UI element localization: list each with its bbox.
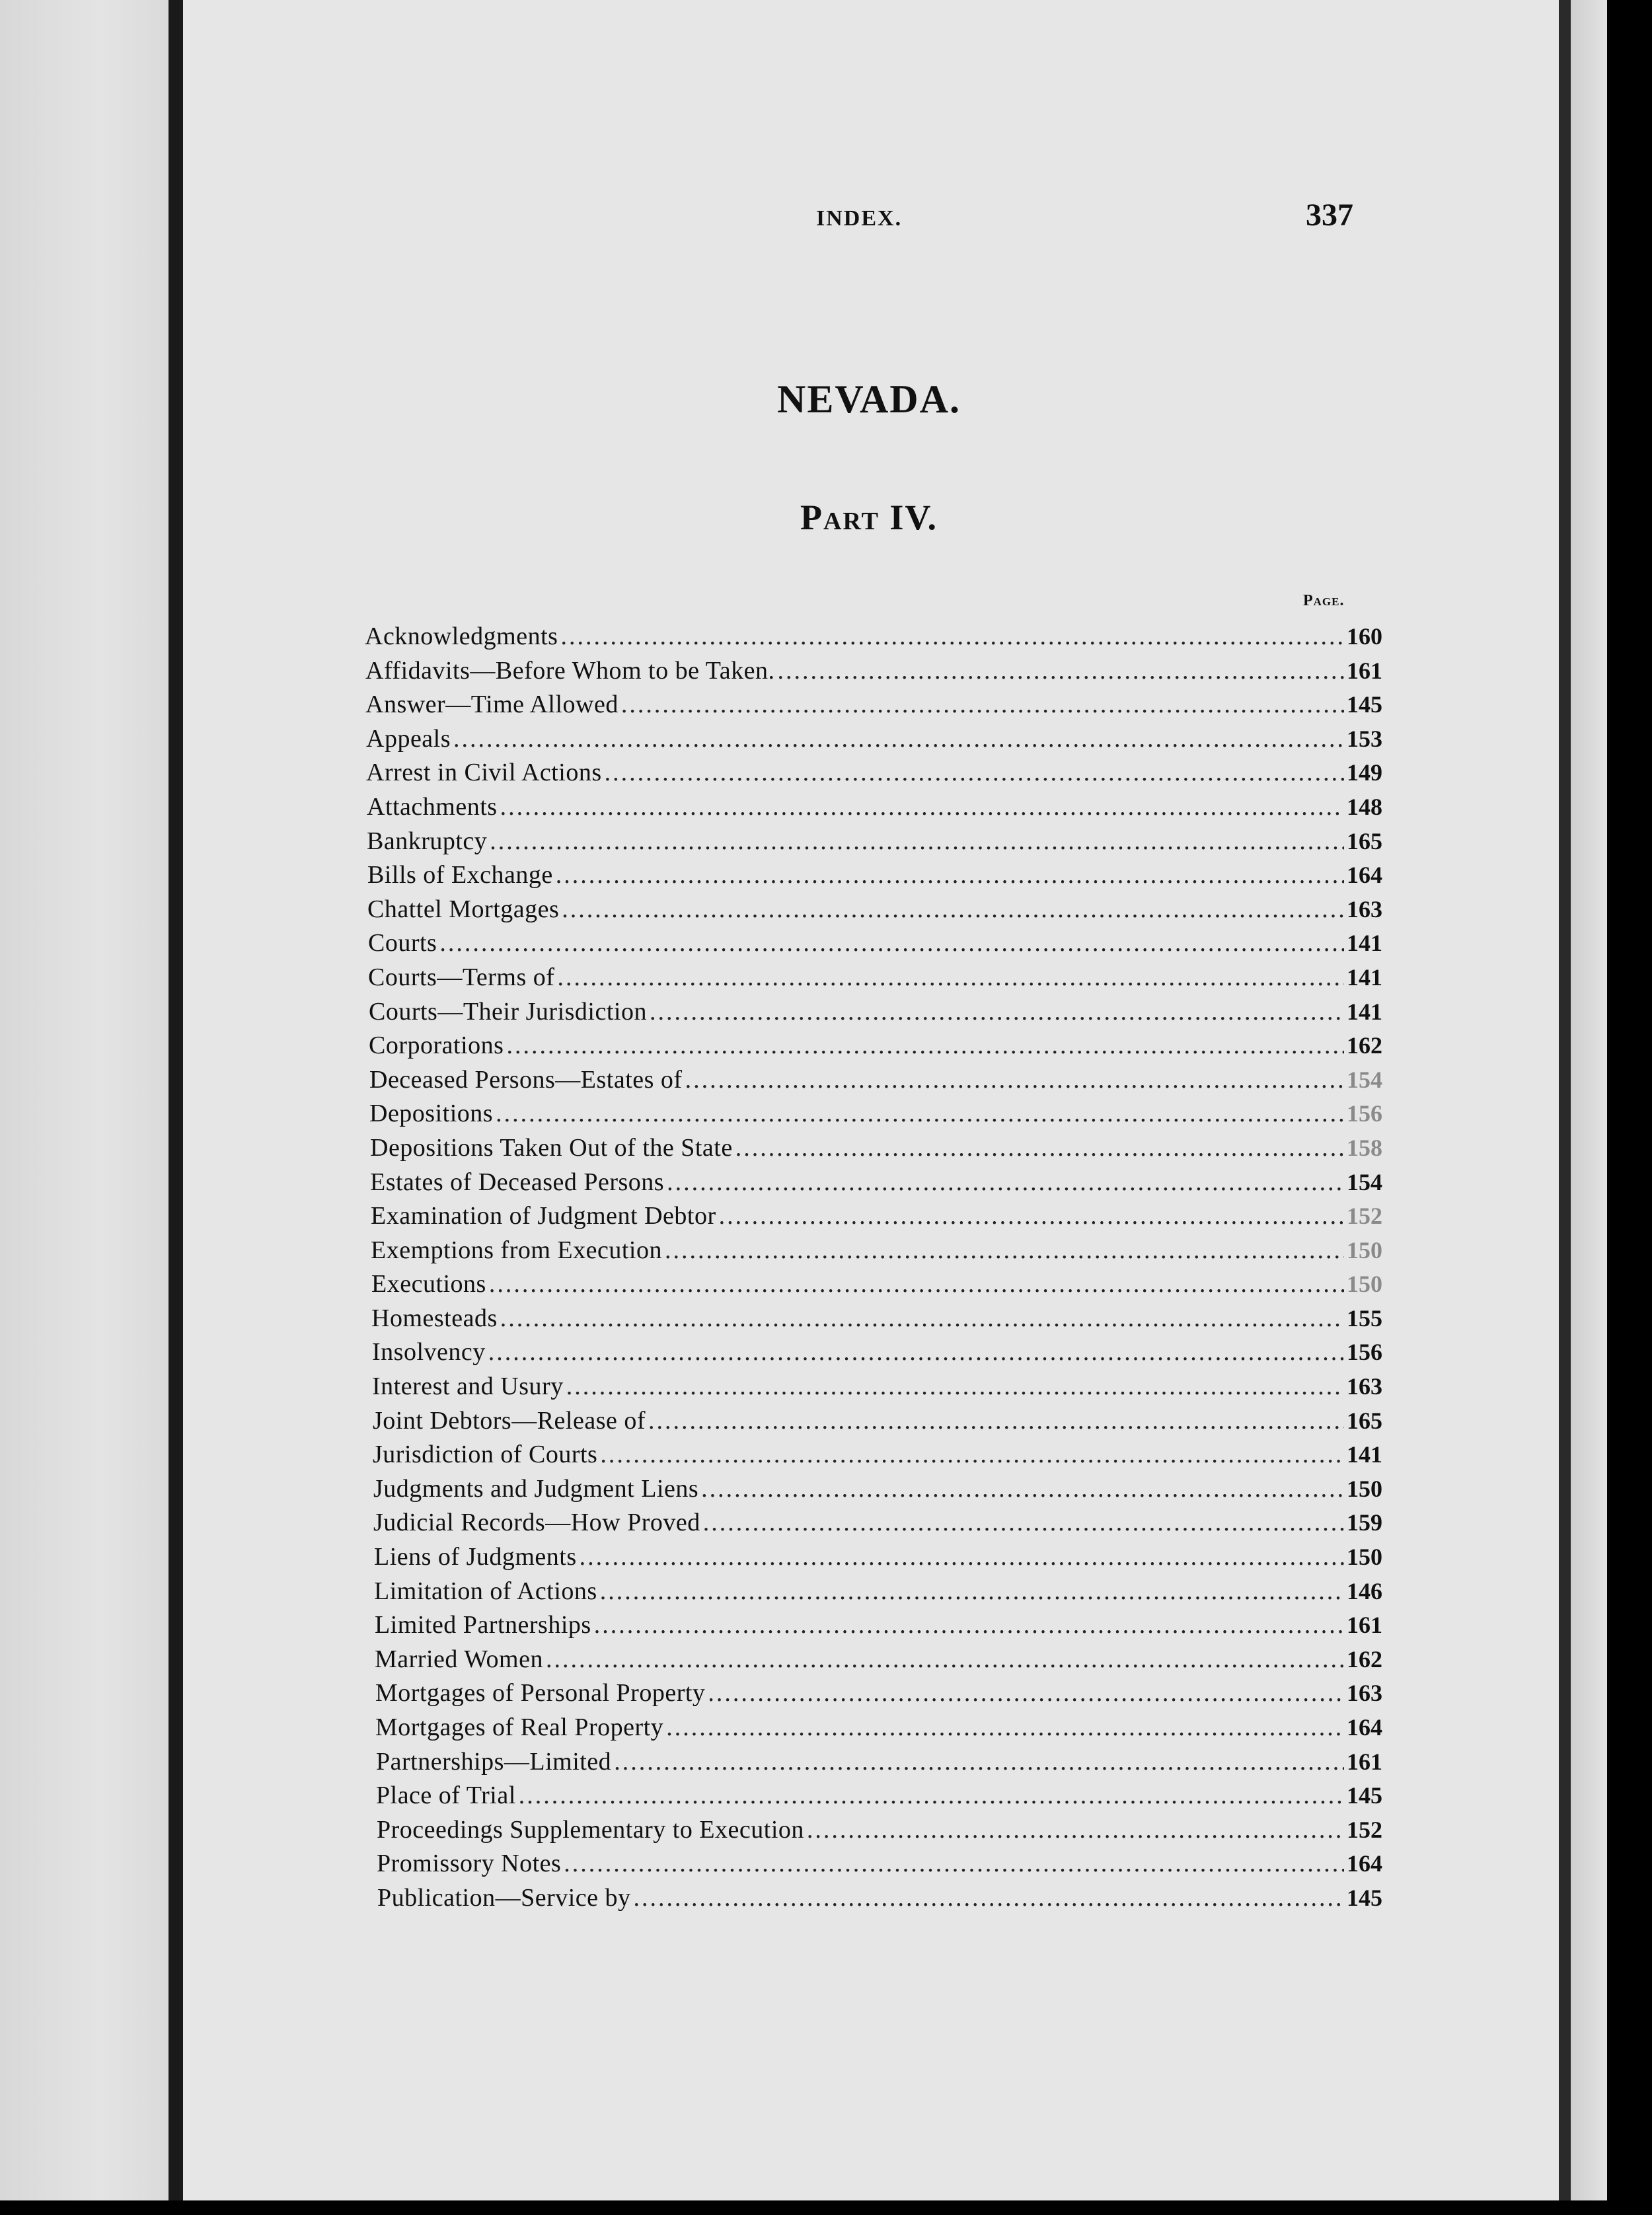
entry-page-number: 150 [1347,1236,1382,1263]
dot-leader [665,1234,1344,1268]
page-edge-strip [1571,0,1607,2200]
index-entry [365,1166,1382,1200]
entry-title: Attachments [367,792,498,821]
entry-page-number: 162 [1347,1645,1382,1672]
entry-title: Mortgages of Personal Property [375,1679,706,1708]
index-entry [365,1335,1382,1370]
dot-leader [506,1029,1344,1063]
entry-title: Mortgages of Real Property [375,1713,664,1741]
index-entry [365,1063,1382,1098]
entry-title: Place of Trial [376,1782,516,1810]
index-entry [365,995,1382,1030]
dot-leader [560,620,1344,654]
index-entry [365,1234,1382,1268]
dot-leader [546,1643,1344,1677]
index-entry [365,1608,1382,1643]
index-entry [365,825,1382,859]
dot-leader [701,1472,1344,1507]
dot-leader [500,1302,1344,1336]
index-entry [365,1881,1382,1916]
entry-title: Arrest in Civil Actions [366,759,602,787]
entry-page-number: 141 [1347,963,1382,991]
dot-leader [621,688,1344,722]
index-entry [365,1131,1382,1166]
index-entry [365,1575,1382,1609]
index-entry [365,1097,1382,1131]
dot-leader [594,1608,1344,1643]
entry-title: Affidavits—Before Whom to be Taken. [365,656,775,685]
index-entry [365,688,1382,722]
part-title: Part IV. [800,498,938,537]
dot-leader [557,961,1344,995]
dot-leader [488,1335,1344,1370]
entry-title: Limited Partnerships [375,1611,591,1639]
entry-title: Exemptions from Execution [371,1236,662,1264]
entry-title: Estates of Deceased Persons [370,1168,665,1196]
dot-leader [667,1166,1344,1200]
index-entry [365,1199,1382,1234]
entry-page-number: 149 [1347,759,1382,786]
entry-page-number: 164 [1347,1850,1382,1877]
entry-title: Courts [368,929,437,957]
entry-page-number: 156 [1347,1339,1382,1366]
entry-page-number: 160 [1347,623,1382,650]
entry-title: Partnerships—Limited [376,1747,612,1776]
dot-leader [489,1267,1344,1302]
scan-border-bottom [0,2200,1652,2215]
entry-page-number: 146 [1347,1577,1382,1604]
dot-leader [650,995,1344,1030]
entry-page-number: 152 [1347,1816,1382,1843]
index-entry [365,1506,1382,1540]
entry-page-number: 159 [1347,1509,1382,1536]
dot-leader [778,654,1344,689]
dot-leader [605,756,1344,790]
entry-title: Insolvency [372,1338,486,1367]
index-entry [365,1472,1382,1507]
entry-title: Deceased Persons—Estates of [369,1065,683,1094]
entry-page-number: 164 [1347,1714,1382,1741]
dot-leader [634,1881,1344,1916]
entry-page-number: 152 [1347,1203,1382,1230]
dot-leader [614,1745,1344,1780]
entry-title: Homesteads [371,1304,498,1332]
entry-page-number: 141 [1347,1441,1382,1468]
entry-title: Liens of Judgments [374,1543,577,1571]
entry-title: Courts—Terms of [368,963,555,991]
facing-page-margin [0,0,169,2215]
page-edge [1559,0,1571,2200]
index-entry [365,1370,1382,1404]
entry-page-number: 158 [1347,1134,1382,1161]
entry-title: Depositions [369,1100,494,1128]
entry-title: Proceedings Supplementary to Execution [377,1815,804,1844]
entry-page-number: 156 [1347,1100,1382,1127]
entry-page-number: 161 [1347,1612,1382,1639]
dot-leader [580,1540,1344,1575]
entry-title: Jurisdiction of Courts [373,1441,598,1469]
entry-page-number: 148 [1347,793,1382,820]
index-entry [365,722,1382,757]
dot-leader [500,790,1344,825]
entry-page-number: 150 [1347,1544,1382,1571]
entry-page-number: 155 [1347,1304,1382,1332]
index-entry [365,1029,1382,1063]
index-entry [365,1779,1382,1813]
scan-border-right [1607,0,1652,2215]
entry-page-number: 154 [1347,1168,1382,1195]
entry-page-number: 165 [1347,1407,1382,1434]
dot-leader [556,858,1344,893]
section-title: NEVADA. [777,377,961,421]
index-entry [365,790,1382,825]
entry-page-number: 163 [1347,1680,1382,1707]
index-entry [365,1847,1382,1881]
entry-title: Publication—Service by [377,1883,631,1912]
entry-title: Married Women [375,1645,543,1673]
entry-page-number: 141 [1347,998,1382,1025]
book-gutter [169,0,183,2215]
index-entry [365,858,1382,893]
index-entry [365,926,1382,961]
entry-title: Corporations [369,1032,504,1060]
index-entry [365,1404,1382,1439]
dot-leader [719,1199,1344,1234]
index-entry [365,893,1382,927]
entry-title: Appeals [366,724,451,753]
entry-title: Limitation of Actions [374,1577,597,1605]
index-list [365,620,1382,1916]
dot-leader [453,722,1344,757]
running-head: INDEX. [816,206,903,231]
entry-title: Bankruptcy [367,827,488,855]
dot-leader [562,893,1344,927]
entry-page-number: 163 [1347,1373,1382,1400]
index-entry [365,1643,1382,1677]
index-entry [365,1711,1382,1745]
dot-leader [807,1813,1344,1848]
entry-page-number: 162 [1347,1032,1382,1059]
entry-page-number: 161 [1347,1748,1382,1775]
entry-title: Acknowledgments [365,622,558,650]
index-entry [365,961,1382,995]
entry-title: Chattel Mortgages [367,895,560,923]
dot-leader [439,926,1344,961]
dot-leader [566,1370,1344,1404]
dot-leader [490,825,1344,859]
index-entry [365,1676,1382,1711]
dot-leader [600,1438,1344,1472]
dot-leader [496,1097,1344,1131]
page-number: 337 [1306,198,1353,233]
entry-page-number: 154 [1347,1066,1382,1093]
entry-page-number: 161 [1347,657,1382,684]
entry-page-number: 150 [1347,1271,1382,1298]
entry-title: Depositions Taken Out of the State [370,1133,733,1162]
entry-title: Examination of Judgment Debtor [371,1202,716,1230]
entry-page-number: 150 [1347,1475,1382,1502]
entry-page-number: 153 [1347,725,1382,752]
dot-leader [708,1676,1344,1711]
index-entry [365,756,1382,790]
index-entry [365,1540,1382,1575]
entry-page-number: 141 [1347,930,1382,957]
entry-page-number: 163 [1347,895,1382,922]
entry-title: Promissory Notes [377,1850,562,1878]
entry-title: Executions [371,1270,486,1298]
index-entry [365,1267,1382,1302]
entry-title: Judicial Records—How Proved [373,1509,700,1537]
entry-page-number: 145 [1347,1884,1382,1911]
index-entry [365,1813,1382,1848]
page-column-label: Page. [1303,592,1345,609]
entry-title: Judgments and Judgment Liens [373,1474,699,1503]
entry-title: Interest and Usury [372,1372,564,1401]
dot-leader [685,1063,1344,1098]
entry-title: Joint Debtors—Release of [373,1406,646,1435]
dot-leader [703,1506,1344,1540]
dot-leader [564,1847,1344,1881]
dot-leader [600,1575,1344,1609]
index-entry [365,1302,1382,1336]
dot-leader [519,1779,1344,1813]
entry-page-number: 145 [1347,1782,1382,1809]
entry-page-number: 145 [1347,691,1382,718]
dot-leader [648,1404,1344,1439]
dot-leader [735,1131,1344,1166]
dot-leader [666,1711,1344,1745]
index-entry [365,1745,1382,1780]
index-entry [365,654,1382,689]
index-entry [365,1438,1382,1472]
entry-title: Courts—Their Jurisdiction [369,997,647,1026]
index-entry [365,620,1382,654]
entry-page-number: 165 [1347,827,1382,854]
entry-page-number: 164 [1347,862,1382,889]
entry-title: Bills of Exchange [367,861,553,889]
entry-title: Answer—Time Allowed [365,691,619,719]
